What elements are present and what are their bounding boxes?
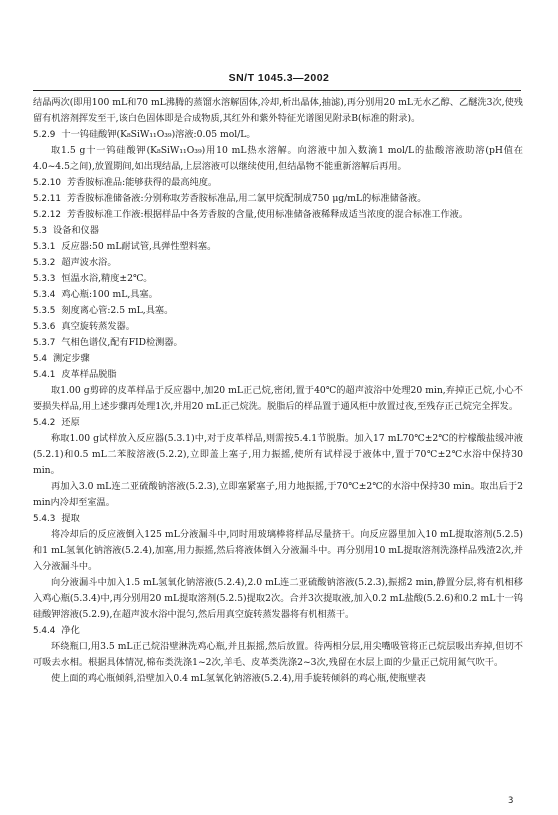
section-number: 5.2.11 [33, 194, 61, 204]
body-paragraph: 取1.00 g剪碎的皮革样品于反应器中,加20 mL正己烷,密闭,置于40℃的超声波浴中处理20 min,弃掉正己烷,小心不要损失样品,用上述步骤再处理1次,并用20 mL正己烷洗。脱脂后的样品置于通风柜中放置过夜,至残存正己烷完全挥发。 [33, 385, 523, 412]
section-number: 5.2.9 [33, 130, 56, 140]
section-heading [33, 271, 523, 287]
section-number: 5.4 [33, 354, 47, 364]
section-text: 气相色谱仪,配有FID检测器。 [61, 337, 183, 348]
body-paragraph: 再加入3.0 mL连二亚硫酸钠溶液(5.2.3),立即塞紧塞子,用力地振摇,于70℃±2℃的水浴中保持30 min。取出后于2 min内冷却至室温。 [33, 481, 523, 508]
section-heading [33, 287, 523, 303]
section-text: 芳香胺标准储备液:分别称取芳香胺标准品,用二氯甲烷配制成750 μg/mL的标准储备液。 [66, 193, 427, 204]
section-text: 刻度离心管:2.5 mL,具塞。 [61, 305, 174, 316]
section-text: 芳香胺标准工作液:根据样品中各芳香胺的含量,使用标准储备液稀释成适当浓度的混合标准工作液。 [66, 209, 469, 220]
section-heading [33, 511, 523, 527]
section-text: 设备和仪器 [53, 225, 99, 236]
body-paragraph: 环绕瓶口,用3.5 mL正己烷沿壁淋洗鸡心瓶,并且振摇,然后放置。待两相分层,用尖嘴吸管将正己烷层吸出弃掉,但切不可吸去水相。根据具体情况,棉布类洗涤1~2次,羊毛、皮革类洗涤2~3次,残留在水层上面的少量正己烷用氮气吹干。 [33, 641, 523, 668]
page-number: 3 [508, 796, 514, 806]
section-number: 5.3.3 [33, 274, 56, 284]
standard-number-header: SN/T 1045.3—2002 [228, 72, 330, 84]
section-heading [33, 239, 523, 255]
section-heading [33, 351, 523, 367]
section-number: 5.3.6 [33, 322, 56, 332]
section-number: 5.2.12 [33, 210, 61, 220]
section-number: 5.3 [33, 226, 47, 236]
section-heading [33, 623, 523, 639]
section-text: 反应器:50 mL耐试管,具弹性塑料塞。 [61, 241, 217, 252]
section-heading [33, 319, 523, 335]
section-number: 5.4.3 [33, 514, 56, 524]
section-number: 5.3.1 [33, 242, 56, 252]
section-text: 测定步骤 [53, 353, 90, 364]
section-text: 芳香胺标准品:能够获得的最高纯度。 [66, 177, 218, 188]
section-heading [33, 175, 523, 191]
section-number: 5.4.2 [33, 418, 56, 428]
body-paragraph: 使上面的鸡心瓶倾斜,沿壁加入0.4 mL氢氧化钠溶液(5.2.4),用手旋转倾斜的鸡心瓶,使瓶壁表 [51, 673, 426, 684]
section-text: 提取 [61, 513, 80, 524]
document-body [33, 95, 523, 687]
body-paragraph: 向分液漏斗中加入1.5 mL氢氧化钠溶液(5.2.4),2.0 mL连二亚硫酸钠溶液(5.2.3),振摇2 min,静置分层,将有机相移入鸡心瓶(5.3.4)中,再分别用20 mL提取溶剂(5.2.5)提取2次。合并3次提取液,加入0.2 mL盐酸(5.2.6)和0.2 mL十一钨硅酸钾溶液(5.2.9),在超声波水浴中混匀,然后用真空旋转蒸发器将有机相蒸干。 [33, 577, 523, 620]
section-number: 5.4.4 [33, 626, 56, 636]
section-heading [33, 367, 523, 383]
section-text: 鸡心瓶:100 mL,具塞。 [61, 289, 158, 300]
section-text: 恒温水浴,精度±2℃。 [61, 273, 153, 284]
section-heading [33, 415, 523, 431]
section-number: 5.3.5 [33, 306, 56, 316]
section-text: 还原 [61, 417, 80, 428]
section-number: 5.4.1 [33, 370, 56, 380]
section-text: 超声波水浴。 [61, 257, 117, 268]
section-number: 5.3.2 [33, 258, 56, 268]
header-rule [33, 90, 521, 91]
section-number: 5.3.4 [33, 290, 56, 300]
section-number: 5.3.7 [33, 338, 56, 348]
section-heading [33, 335, 523, 351]
section-heading [33, 207, 523, 223]
section-heading [33, 255, 523, 271]
body-paragraph: 称取1.00 g试样放入反应器(5.3.1)中,对于皮革样品,则需按5.4.1节脱脂。加入17 mL70℃±2℃的柠檬酸盐缓冲液(5.2.1)和0.5 mL二苯胺溶液(5.2.2),立即盖上塞子,用力振摇,使所有试样浸于液体中,置于70℃±2℃水浴中保持30 min。 [33, 433, 523, 476]
section-heading [33, 303, 523, 319]
section-text: 净化 [61, 625, 80, 636]
body-paragraph: 结晶两次(即用100 mL和70 mL沸腾的蒸馏水溶解固体,冷却,析出晶体,抽滤),再分别用20 mL无水乙醇、乙醚洗3次,使残留有机溶剂挥发至干,该白色固体即是合成物质,其红外和紫外特征光谱图见附录B(标准的附录)。 [33, 97, 523, 124]
section-heading [33, 127, 523, 143]
section-text: 皮革样品脱脂 [61, 369, 117, 380]
section-text: 真空旋转蒸发器。 [61, 321, 135, 332]
section-number: 5.2.10 [33, 178, 61, 188]
section-heading [33, 191, 523, 207]
section-heading [33, 223, 523, 239]
section-text: 十一钨硅酸钾(K₈SiW₁₁O₃₉)溶液:0.05 mol/L。 [61, 129, 256, 140]
body-paragraph: 将冷却后的反应液倒入125 mL分液漏斗中,同时用玻璃棒将样品尽量挤干。向反应器里加入10 mL提取溶剂(5.2.5)和1 mL氢氧化钠溶液(5.2.4),加塞,用力振摇,然后将液体倒入分液漏斗中。再分别用10 mL提取溶剂洗涤样品残渣2次,并入分液漏斗中。 [33, 529, 523, 572]
body-paragraph: 取1.5 g十一钨硅酸钾(K₈SiW₁₁O₃₉)用10 mL热水溶解。向溶液中加入数滴1 mol/L的盐酸溶液助溶(pH值在4.0~4.5之间),放置期间,如出现结晶,上层溶液可以继续使用,但结晶物不能重新溶解后再用。 [33, 145, 523, 172]
